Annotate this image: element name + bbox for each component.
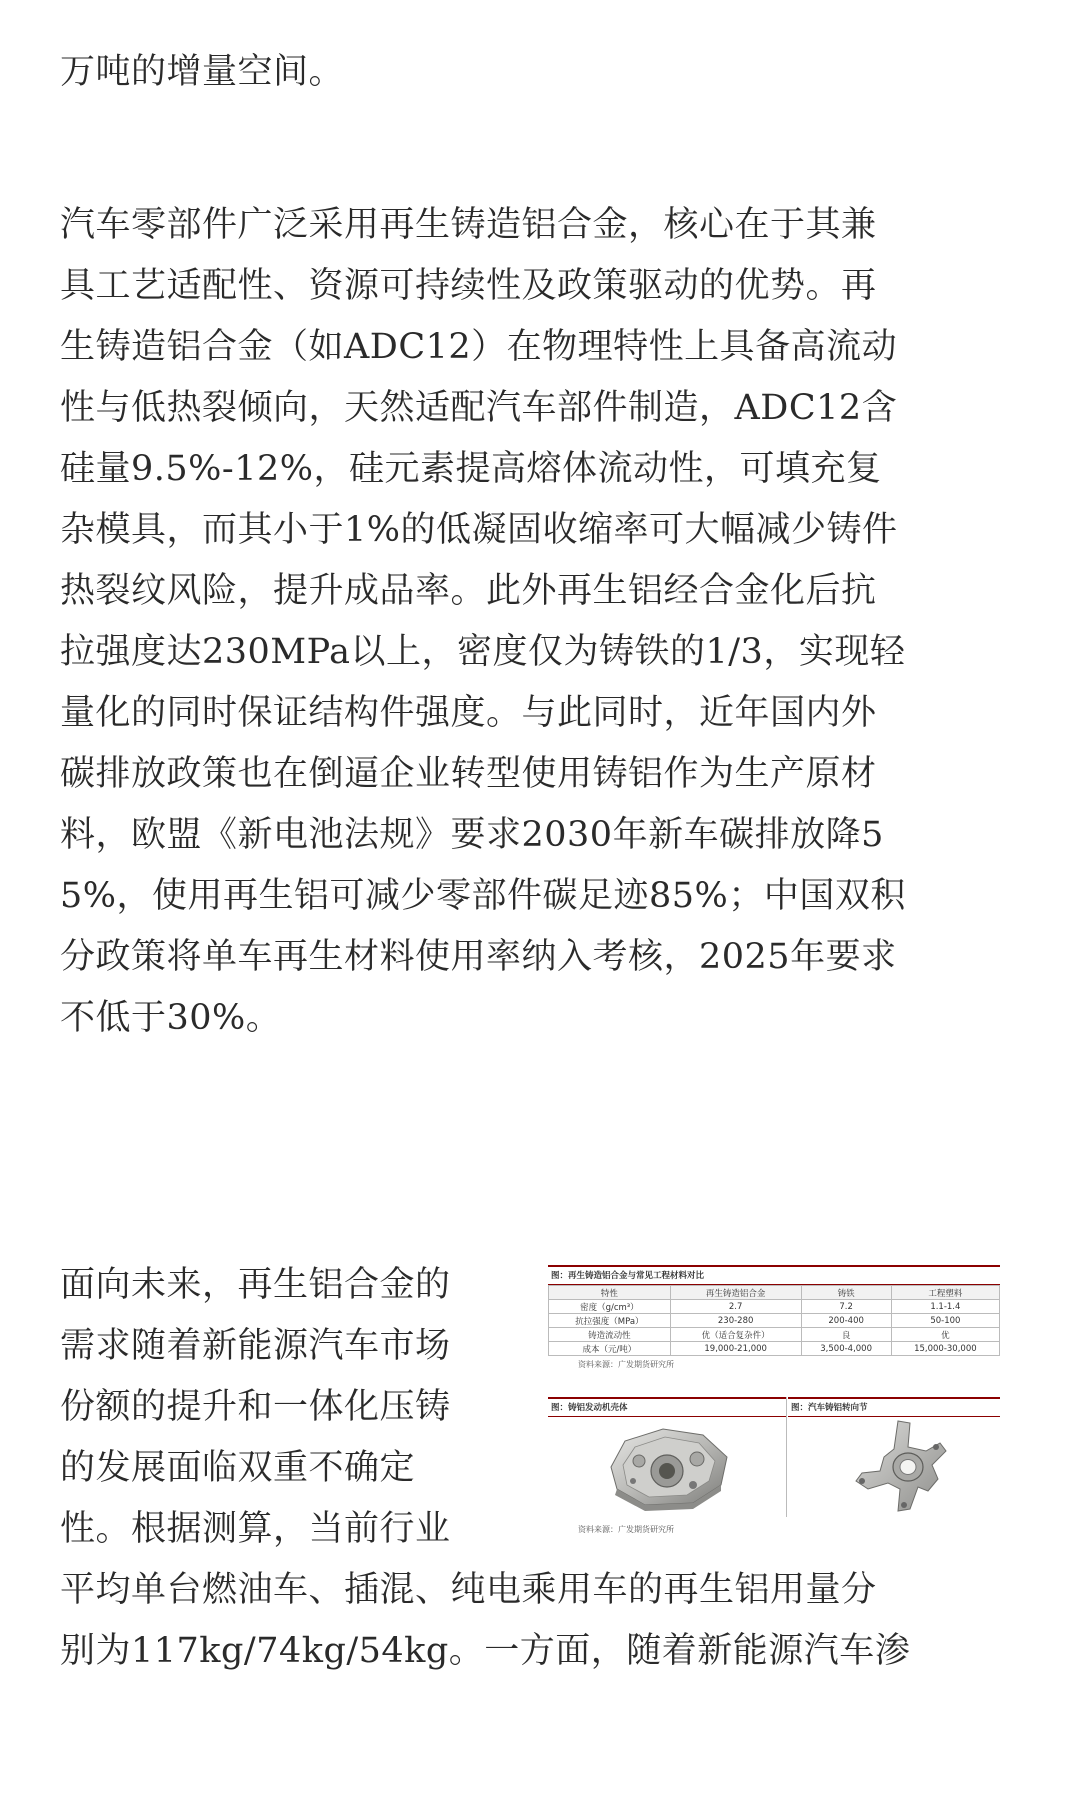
engine-housing-image: [603, 1419, 733, 1511]
table-cell: 19,000-21,000: [670, 1342, 801, 1356]
column-header: 特性: [549, 1286, 671, 1300]
source-note: 资料来源：广发期货研究所: [578, 1360, 674, 1369]
comparison-table: [548, 1285, 1000, 1356]
table-row: [549, 1328, 1000, 1342]
column-header: 再生铸造铝合金: [670, 1286, 801, 1300]
column-header: 工程塑料: [891, 1286, 999, 1300]
text-line: 碳排放政策也在倒逼企业转型使用铸铝作为生产原材: [60, 754, 877, 794]
steering-knuckle-panel: [788, 1397, 1000, 1517]
text-line: 5%，使用再生铝可减少零部件碳足迹85%；中国双积: [60, 876, 906, 916]
text-line: 份额的提升和一体化压铸: [60, 1387, 451, 1427]
table-cell: 优: [891, 1328, 999, 1342]
table-cell: 230-280: [670, 1314, 801, 1328]
steering-knuckle-image: [848, 1417, 953, 1515]
source-note: 资料来源：广发期货研究所: [578, 1525, 674, 1534]
paragraph-intro: [60, 42, 344, 103]
text-line: 面向未来，再生铝合金的: [60, 1265, 451, 1305]
text-line: 量化的同时保证结构件强度。与此同时，近年国内外: [60, 693, 877, 733]
text-line: 生铸造铝合金（如ADC12）在物理特性上具备高流动: [60, 327, 898, 367]
text-line: 不低于30%。: [60, 998, 282, 1038]
panel-title: 图：铸铝发动机壳体: [548, 1397, 786, 1417]
text-line: 别为117kg/74kg/54kg。一方面，随着新能源汽车渗: [60, 1631, 911, 1671]
text-line: 分政策将单车再生材料使用率纳入考核，2025年要求: [60, 937, 897, 977]
table-cell: 2.7: [670, 1300, 801, 1314]
text-line: 拉强度达230MPa以上，密度仅为铸铁的1/3，实现轻: [60, 632, 906, 672]
text-line: 硅量9.5%-12%，硅元素提高熔体流动性，可填充复: [60, 449, 882, 489]
table-cell: 成本（元/吨）: [549, 1342, 671, 1356]
engine-housing-panel: [548, 1397, 787, 1517]
table-cell: 200-400: [801, 1314, 891, 1328]
table-row: [549, 1300, 1000, 1314]
text-line: 的发展面临双重不确定: [60, 1448, 416, 1488]
table-header-row: [549, 1286, 1000, 1300]
table-cell: 15,000-30,000: [891, 1342, 999, 1356]
text-line: 汽车零部件广泛采用再生铸造铝合金，核心在于其兼: [60, 205, 877, 245]
text-line: 具工艺适配性、资源可持续性及政策驱动的优势。再: [60, 266, 877, 306]
text-line: 杂模具，而其小于1%的低凝固收缩率可大幅减少铸件: [60, 510, 898, 550]
photo-figure: [548, 1397, 1000, 1545]
text-line: 性与低热裂倾向，天然适配汽车部件制造，ADC12含: [60, 388, 898, 428]
text-line: 性。根据测算，当前行业: [60, 1509, 451, 1549]
text-line: 平均单台燃油车、插混、纯电乘用车的再生铝用量分: [60, 1570, 877, 1610]
table-cell: 抗拉强度（MPa）: [549, 1314, 671, 1328]
table-cell: 铸造流动性: [549, 1328, 671, 1342]
table-cell: 3,500-4,000: [801, 1342, 891, 1356]
table-cell: 良: [801, 1328, 891, 1342]
comparison-table-figure: [548, 1265, 1000, 1370]
paragraph-future: [60, 1255, 451, 1560]
table-row: [549, 1342, 1000, 1356]
text-line: 需求随着新能源汽车市场: [60, 1326, 451, 1366]
text-line: 料，欧盟《新电池法规》要求2030年新车碳排放降5: [60, 815, 884, 855]
table-cell: 1.1-1.4: [891, 1300, 999, 1314]
table-cell: 50-100: [891, 1314, 999, 1328]
table-cell: 密度（g/cm³）: [549, 1300, 671, 1314]
table-row: [549, 1314, 1000, 1328]
panel-title: 图：汽车铸铝转向节: [788, 1397, 1000, 1417]
figure-title: 图：再生铸造铝合金与常见工程材料对比: [548, 1265, 1000, 1285]
paragraph-future-continued: [60, 1560, 910, 1682]
table-cell: 7.2: [801, 1300, 891, 1314]
paragraph-main: [60, 195, 906, 1049]
column-header: 铸铁: [801, 1286, 891, 1300]
text-line: 热裂纹风险，提升成品率。此外再生铝经合金化后抗: [60, 571, 877, 611]
table-cell: 优（适合复杂件）: [670, 1328, 801, 1342]
text-line: 万吨的增量空间。: [60, 52, 345, 92]
